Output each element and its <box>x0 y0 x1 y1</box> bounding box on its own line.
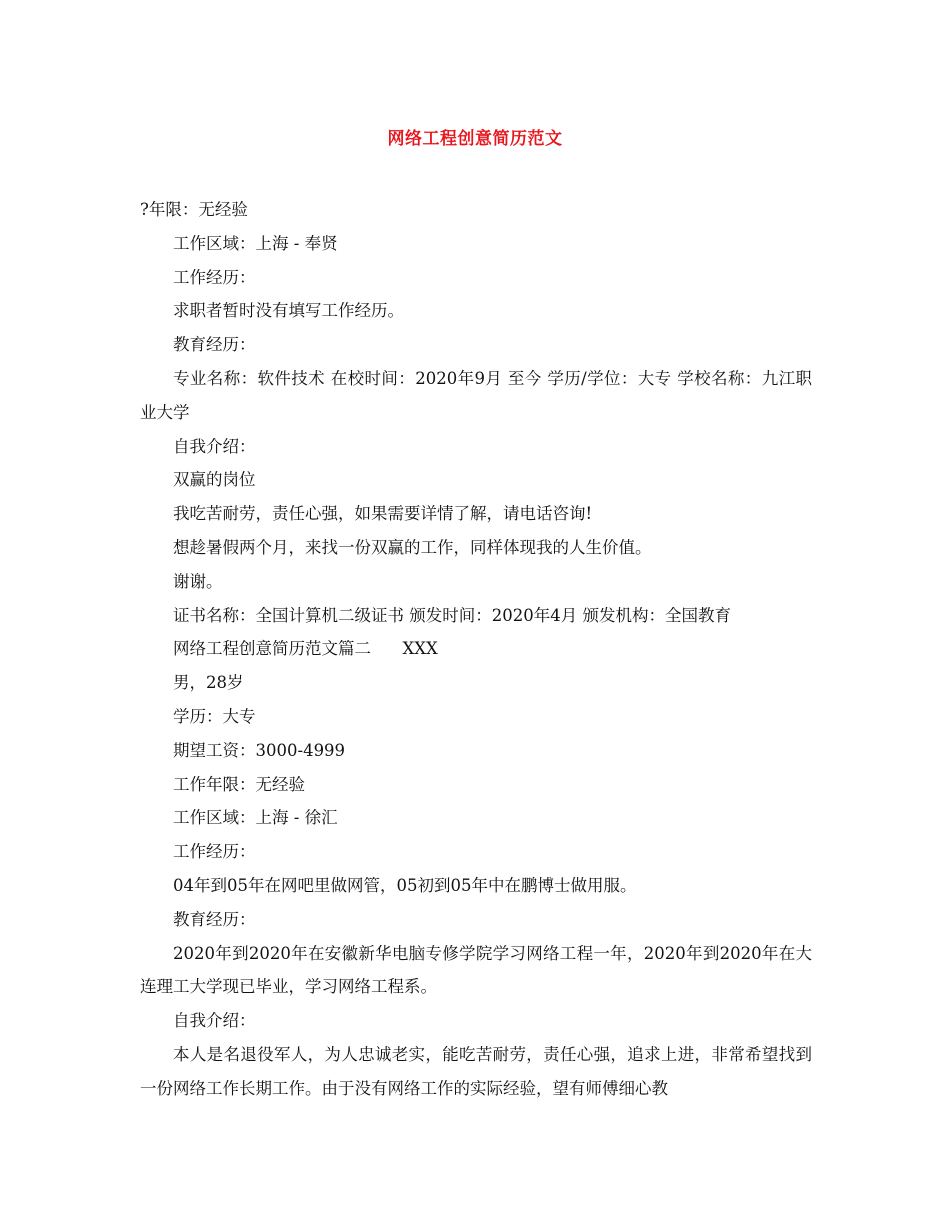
paragraph: 教育经历： <box>173 335 256 355</box>
paragraph: 网络工程创意简历范文篇二 XXX <box>173 639 438 659</box>
paragraph: 自我介绍： <box>173 436 256 456</box>
paragraph: 男，28岁 <box>173 673 244 693</box>
paragraph: 本人是名退役军人，为人忠诚老实，能吃苦耐劳，责任心强，追求上进，非常希望找到一份网络工作长期工作。由于没有网络工作的实际经验，望有师傅细心教 <box>140 1044 812 1098</box>
paragraph: 工作区域：上海 - 奉贤 <box>173 233 338 253</box>
paragraph: 想趁暑假两个月，来找一份双赢的工作，同样体现我的人生价值。 <box>173 537 652 557</box>
paragraph: 我吃苦耐劳，责任心强，如果需要详情了解，请电话咨询! <box>173 504 593 524</box>
paragraph: 工作区域：上海 - 徐汇 <box>173 808 338 828</box>
paragraph: 04年到05年在网吧里做网管，05初到05年中在鹏博士做用服。 <box>173 875 637 895</box>
paragraph: 证书名称：全国计算机二级证书 颁发时间：2020年4月 颁发机构：全国教育 <box>173 605 731 625</box>
paragraph: 教育经历： <box>173 909 256 929</box>
paragraph: 自我介绍： <box>173 1011 256 1031</box>
document-title: 网络工程创意简历范文 <box>387 129 563 149</box>
document-body <box>140 193 812 1106</box>
paragraph: 谢谢。 <box>173 571 223 591</box>
paragraph: 2020年到2020年在安徽新华电脑专修学院学习网络工程一年，2020年到2020年在大连理工大学现已毕业，学习网络工程系。 <box>140 943 812 997</box>
paragraph: ?年限：无经验 <box>140 200 248 219</box>
paragraph: 期望工资：3000-4999 <box>173 740 346 760</box>
paragraph: 双赢的岗位 <box>173 470 256 490</box>
paragraph: 工作年限：无经验 <box>173 774 305 794</box>
paragraph: 求职者暂时没有填写工作经历。 <box>173 301 404 321</box>
paragraph: 专业名称：软件技术 在校时间：2020年9月 至今 学历/学位：大专 学校名称：九江职业大学 <box>140 368 812 422</box>
paragraph: 工作经历： <box>173 267 256 287</box>
paragraph: 工作经历： <box>173 842 256 862</box>
paragraph: 学历：大专 <box>173 706 256 726</box>
